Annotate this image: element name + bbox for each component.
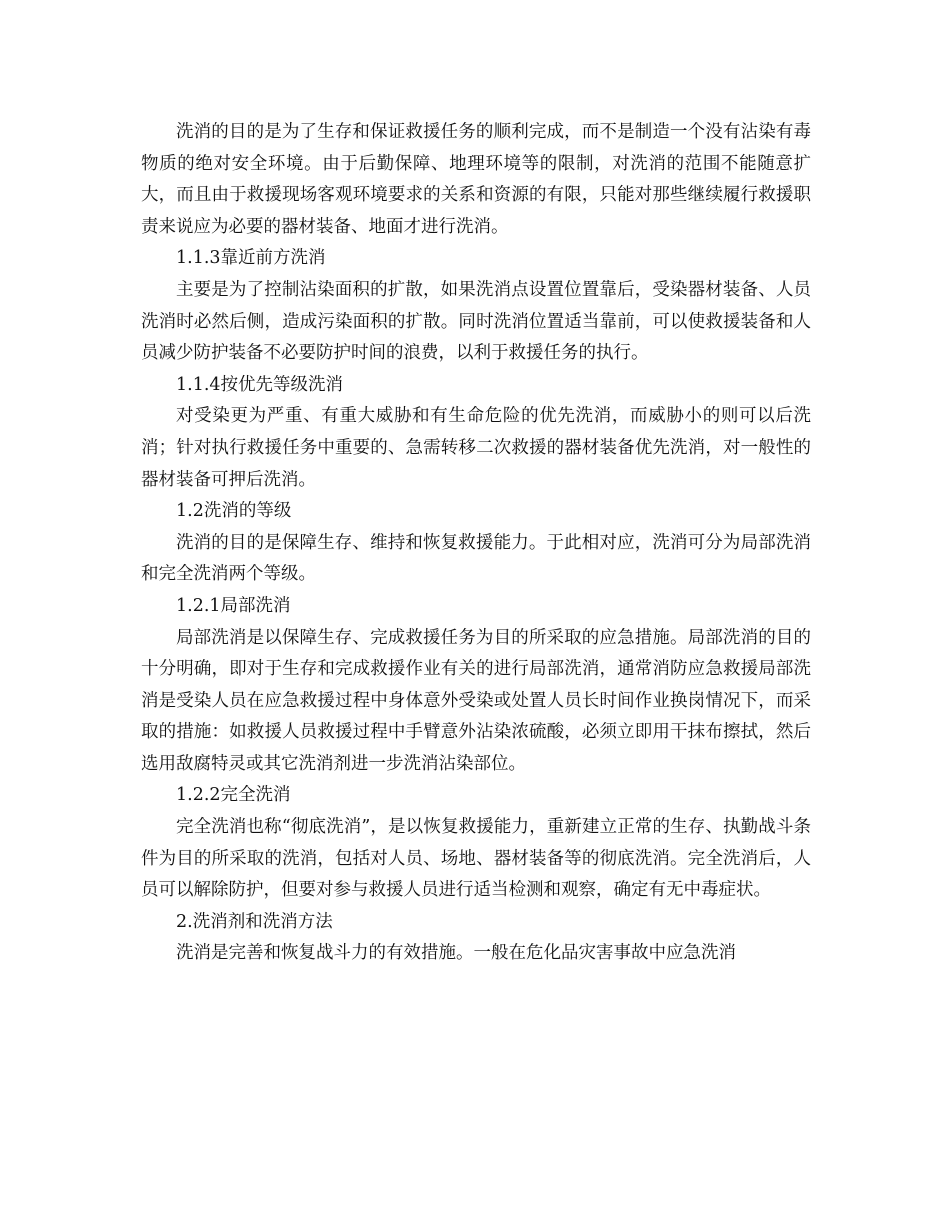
paragraph-decon-purpose: 洗消的目的是为了生存和保证救援任务的顺利完成，而不是制造一个没有沾染有毒物质的绝对安全环境。由于后勤保障、地理环境等的限制，对洗消的范围不能随意扩大，而且由于救援现场客观环境要求的关系和资源的有限，只能对那些继续履行救援职责来说应为必要的器材装备、地面才进行洗消。 (141, 122, 811, 237)
heading-1-2-2: 1.2.2完全洗消 (176, 785, 291, 806)
heading-1-2-1: 1.2.1局部洗消 (176, 595, 291, 616)
heading-1-1-4: 1.1.4按优先等级洗消 (176, 374, 344, 395)
heading-1-1-3: 1.1.3靠近前方洗消 (176, 248, 326, 269)
paragraph-decon-agents: 洗消是完善和恢复战斗力的有效措施。一般在危化品灾害事故中应急洗消 (176, 943, 736, 964)
paragraph-near-front: 主要是为了控制沾染面积的扩散，如果洗消点设置位置靠后，受染器材装备、人员洗消时必然后侧，造成污染面积的扩散。同时洗消位置适当靠前，可以使救援装备和人员减少防护装备不必要防护时间的浪费，以利于救援任务的执行。 (141, 279, 811, 364)
paragraph-levels: 洗消的目的是保障生存、维持和恢复救援能力。于此相对应，洗消可分为局部洗消和完全洗消两个等级。 (141, 532, 811, 585)
paragraph-full-decon: 完全洗消也称“彻底洗消”，是以恢复救援能力，重新建立正常的生存、执勤战斗条件为目的所采取的洗消，包括对人员、场地、器材装备等的彻底洗消。完全洗消后，人员可以解除防护，但要对参与救援人员进行适当检测和观察，确定有无中毒症状。 (141, 817, 811, 901)
paragraph-priority: 对受染更为严重、有重大威胁和有生命危险的优先洗消，而威胁小的则可以后洗消；针对执行救援任务中重要的、急需转移二次救援的器材装备优先洗消，对一般性的器材装备可押后洗消。 (141, 406, 811, 490)
heading-1-2: 1.2洗消的等级 (176, 501, 292, 522)
heading-2: 2.洗消剂和洗消方法 (176, 911, 333, 932)
paragraph-partial-decon: 局部洗消是以保障生存、完成救援任务为目的所采取的应急措施。局部洗消的目的十分明确，即对于生存和完成救援作业有关的进行局部洗消，通常消防应急救援局部洗消是受染人员在应急救援过程中身体意外受染或处置人员长时间作业换岗情况下，而采取的措施：如救援人员救援过程中手臂意外沾染浓硫酸，必须立即用干抹布擦拭，然后选用敌腐特灵或其它洗消剂进一步洗消沾染部位。 (141, 627, 811, 774)
document-page (141, 117, 811, 970)
